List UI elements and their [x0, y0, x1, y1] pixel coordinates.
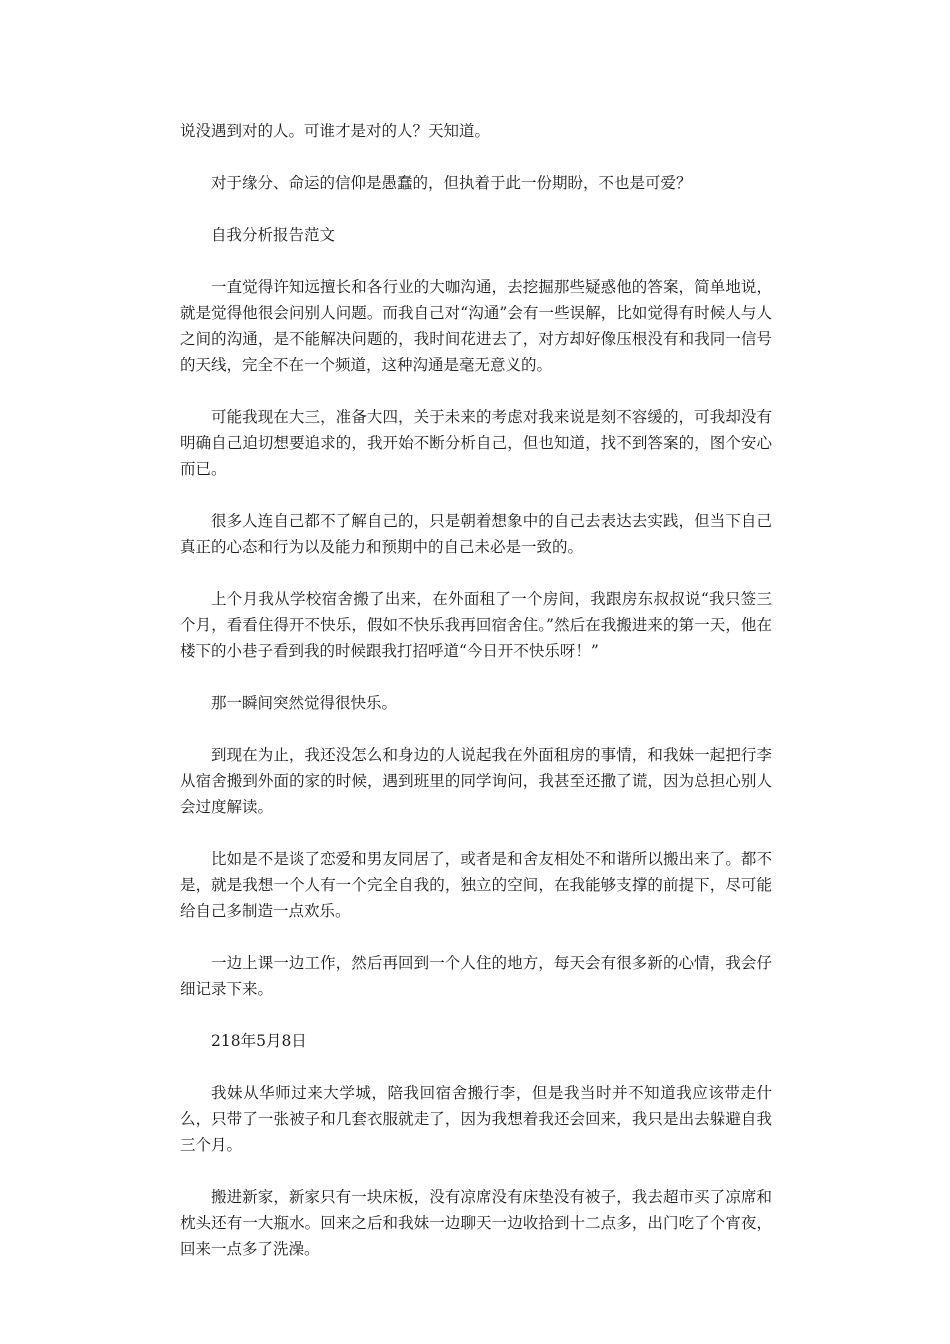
paragraph: 比如是不是谈了恋爱和男友同居了，或者是和舍友相处不和谐所以搬出来了。都不是，就是我想一个人有一个完全自我的，独立的空间，在我能够支撑的前提下，尽可能给自己多制造一点欢乐。 — [180, 850, 772, 920]
paragraph: 可能我现在大三，准备大四，关于未来的考虑对我来说是刻不容缓的，可我却没有明确自己迫切想要追求的，我开始不断分析自己，但也知道，找不到答案的，图个安心而已。 — [180, 408, 772, 478]
paragraph: 说没遇到对的人。可谁才是对的人？天知道。 — [180, 122, 491, 140]
paragraph: 对于缘分、命运的信仰是愚蠢的，但执着于此一份期盼，不也是可爱？ — [211, 174, 692, 192]
paragraph: 我妹从华师过来大学城，陪我回宿舍搬行李，但是我当时并不知道我应该带走什么，只带了一张被子和几套衣服就走了，因为我想着我还会回来，我只是出去躲避自我三个月。 — [180, 1084, 772, 1154]
paragraph: 搬进新家，新家只有一块床板，没有凉席没有床垫没有被子，我去超市买了凉席和枕头还有一大瓶水。回来之后和我妹一边聊天一边收拾到十二点多，出门吃了个宵夜，回来一点多了洗澡。 — [180, 1188, 772, 1258]
date-line: 218年5月8日 — [211, 1032, 307, 1050]
paragraph: 很多人连自己都不了解自己的，只是朝着想象中的自己去表达去实践，但当下自己真正的心态和行为以及能力和预期中的自己未必是一致的。 — [180, 512, 772, 556]
paragraph: 上个月我从学校宿舍搬了出来，在外面租了一个房间，我跟房东叔叔说“我只签三个月，看看住得开不快乐，假如不快乐我再回宿舍住。”然后在我搬进来的第一天，他在楼下的小巷子看到我的时候跟我打招呼道“今日开不快乐呀！” — [180, 590, 772, 660]
paragraph: 一边上课一边工作，然后再回到一个人住的地方，每天会有很多新的心情，我会仔细记录下来。 — [180, 954, 772, 998]
paragraph: 一直觉得许知远擅长和各行业的大咖沟通，去挖掘那些疑惑他的答案，简单地说，就是觉得他很会问别人问题。而我自己对“沟通”会有一些误解，比如觉得有时候人与人之间的沟通，是不能解决问题的，我时间花进去了，对方却好像压根没有和我同一信号的天线，完全不在一个频道，这种沟通是毫无意义的。 — [180, 278, 772, 374]
paragraph: 到现在为止，我还没怎么和身边的人说起我在外面租房的事情，和我妹一起把行李从宿舍搬到外面的家的时候，遇到班里的同学询问，我甚至还撒了谎，因为总担心别人会过度解读。 — [180, 746, 772, 816]
paragraph: 那一瞬间突然觉得很快乐。 — [211, 694, 398, 712]
document-body — [180, 118, 772, 1288]
section-heading: 自我分析报告范文 — [211, 226, 336, 244]
